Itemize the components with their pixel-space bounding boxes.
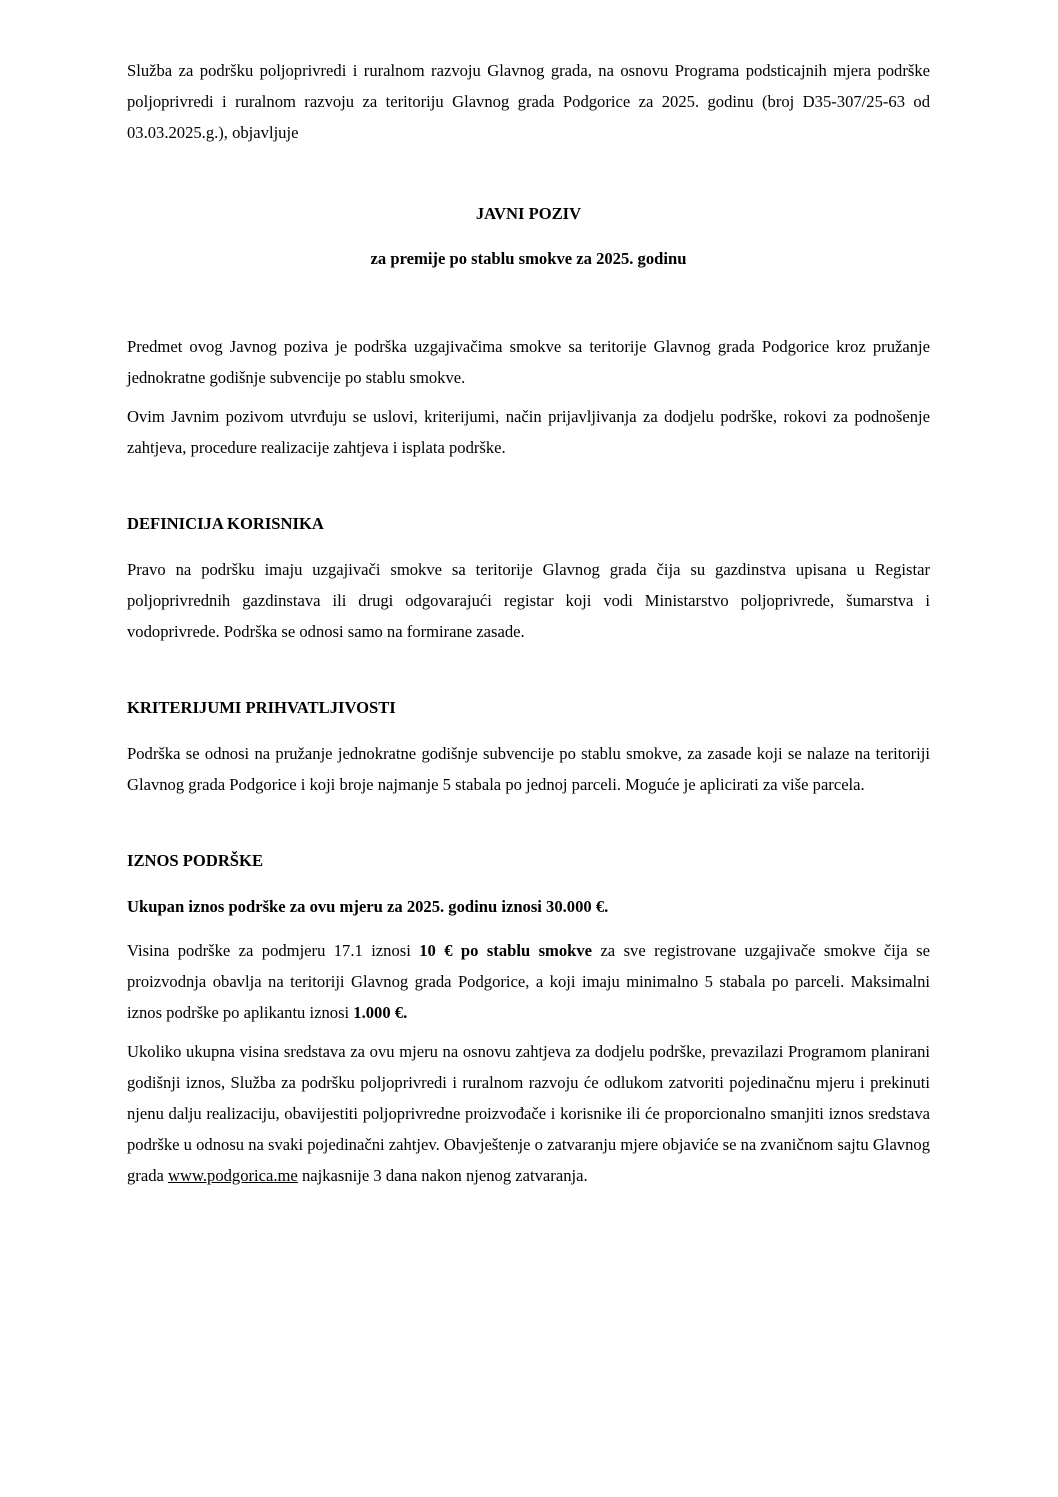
intro-paragraph: Služba za podršku poljoprivredi i ruralnom razvoju Glavnog grada, na osnovu Programa podsticajnih mjera podrške poljoprivredi i ruralnom razvoju za teritoriju Glavnog grada Podgorice za 2025. godinu (broj D35-307/25-63 od 03.03.2025.g.), objavljuje [127,61,930,142]
subject-paragraph: Predmet ovog Javnog poziva je podrška uzgajivačima smokve sa teritorije Glavnog grada Podgorice kroz pružanje jednokratne godišnje subvencije po stablu smokve. [127,337,930,387]
definicija-korisnika-paragraph: Pravo na podršku imaju uzgajivači smokve sa teritorije Glavnog grada čija su gazdinstva upisana u Registar poljoprivrednih gazdinstava ili drugi odgovarajući registar koji vodi Ministarstvo poljoprivrede, šumarstva i vodoprivrede. Podrška se odnosi samo na formirane zasade. [127,560,930,641]
support-amount-paragraph [127,935,930,1028]
page-subtitle: za premije po stablu smokve za 2025. godinu [370,249,687,268]
ukoliko-text-1: Ukoliko ukupna visina sredstava za ovu mjeru na osnovu zahtjeva za dodjelu podrške, prevazilazi Programom planirani godišnji iznos, Služba za podršku poljoprivredi i ruralnom razvoju će odlukom zatvoriti pojedinačnu mjeru i prekinuti njenu dalju realizaciju, obavijestiti poljoprivredne proizvođače i korisnike ili će proporcionalno smanjiti iznos sredstava podrške u odnosu na svaki pojedinačni zahtjev. Obavještenje o zatvaranju mjere objaviće se na zvaničnom sajtu Glavnog grada [127,1042,930,1185]
podgorica-website-link[interactable]: www.podgorica.me [168,1166,298,1185]
visina-text-1: Visina podrške za podmjeru 17.1 iznosi [127,941,420,960]
visina-rate-bold: 10 € po stablu smokve [419,941,593,960]
section-heading-iznos-podrske: IZNOS PODRŠKE [127,851,264,870]
ukoliko-text-2: najkasnije 3 dana nakon njenog zatvaranja. [297,1166,588,1185]
total-amount-line: Ukupan iznos podrške za ovu mjeru za 2025. godinu iznosi 30.000 €. [127,897,609,916]
visina-max-bold: 1.000 €. [353,1003,408,1022]
kriterijumi-paragraph: Podrška se odnosi na pružanje jednokratne godišnje subvencije po stablu smokve, za zasade koji se nalaze na teritoriji Glavnog grada Podgorice i koji broje najmanje 5 stabala po jednoj parceli. Moguće je aplicirati za više parcela. [127,744,930,794]
scope-paragraph: Ovim Javnim pozivom utvrđuju se uslovi, kriterijumi, način prijavljivanja za dodjelu podrške, rokovi za podnošenje zahtjeva, procedure realizacije zahtjeva i isplata podrške. [127,407,930,457]
page-title: JAVNI POZIV [475,204,582,223]
closure-notice-paragraph [127,1036,930,1191]
section-heading-definicija-korisnika: DEFINICIJA KORISNIKA [127,514,324,533]
visina-text-2: za sve registrovane uzgajivače smokve čija se proizvodnja obavlja na teritoriji Glavnog grada Podgorice, a koji imaju minimalno 5 stabala po parceli. Maksimalni iznos podrške po aplikantu iznosi [127,941,930,1022]
section-heading-kriterijumi-prihvatljivosti: KRITERIJUMI PRIHVATLJIVOSTI [127,698,396,717]
